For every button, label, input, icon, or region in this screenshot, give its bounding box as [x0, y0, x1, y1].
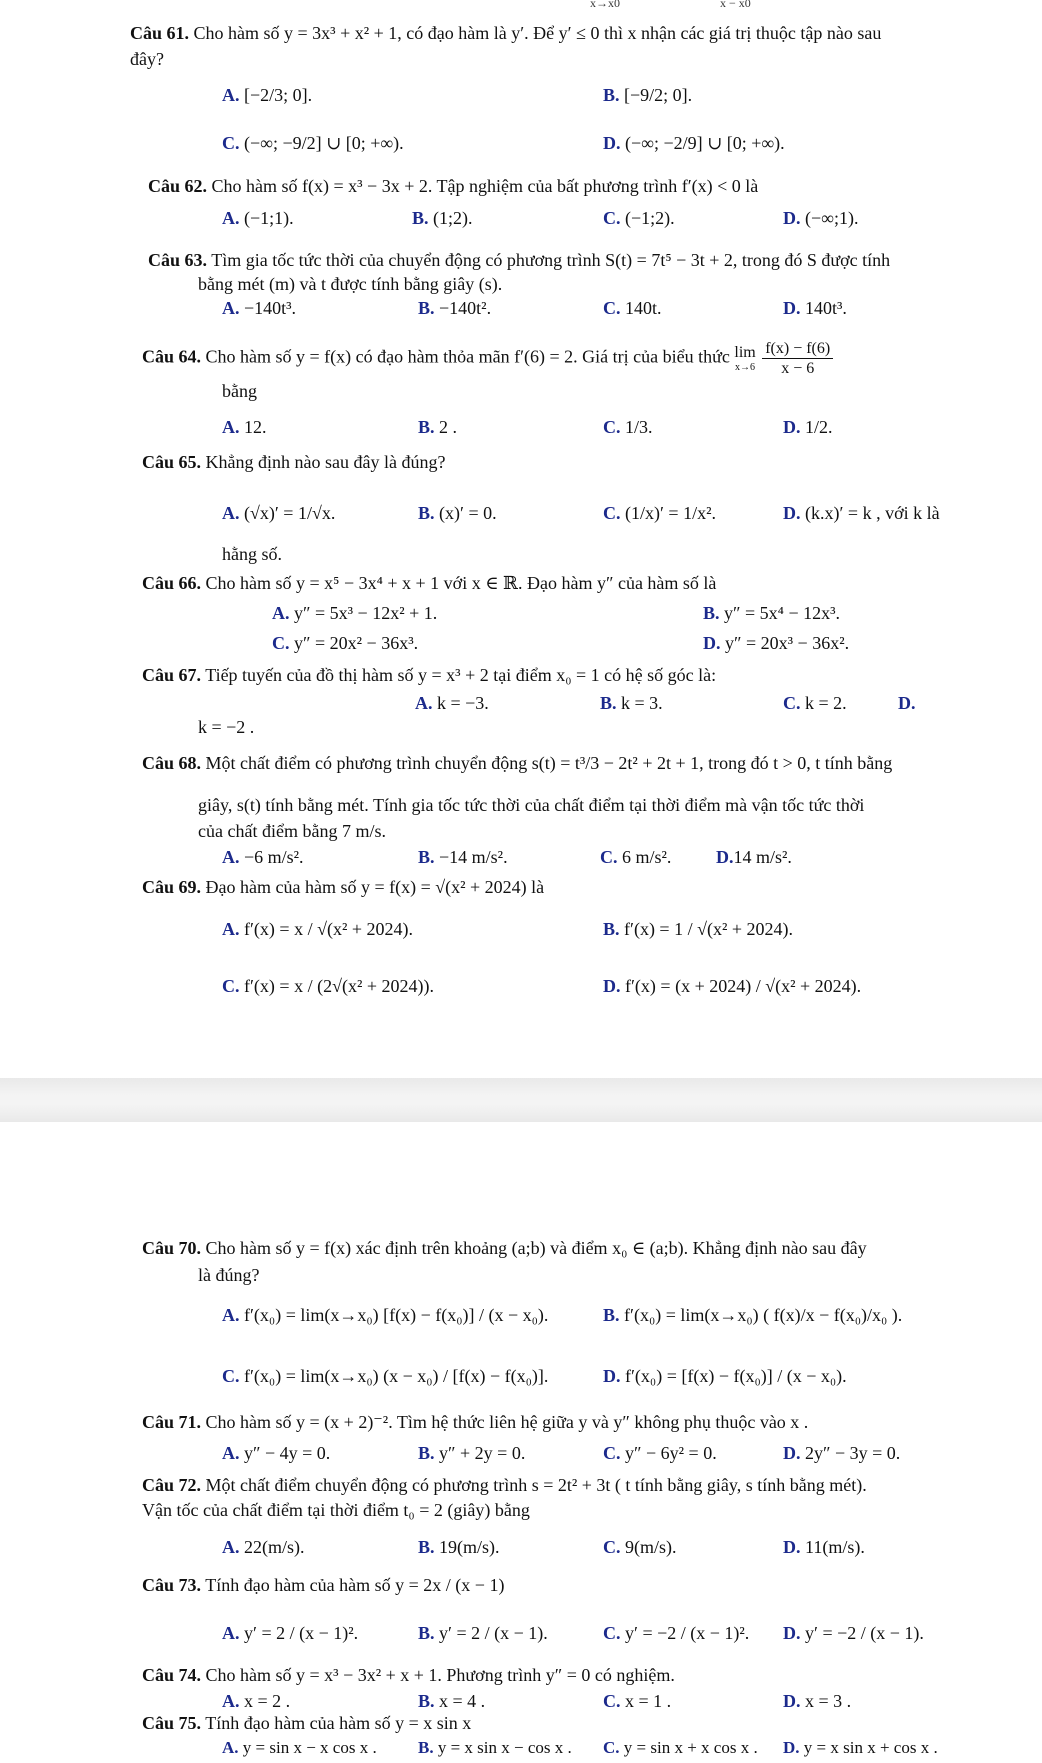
option-68-d[interactable]: D.14 m/s². [716, 847, 792, 867]
option-65-c[interactable]: C. (1/x)′ = 1/x². [603, 503, 716, 523]
option-62-b[interactable]: B. (1;2). [412, 208, 473, 228]
option-69-a[interactable]: A. f′(x) = x / √(x² + 2024). [222, 919, 413, 939]
option-71-d[interactable]: D. 2y″ − 3y = 0. [783, 1443, 901, 1463]
question-68-cont2: của chất điểm bằng 7 m/s. [198, 821, 386, 841]
option-70-a[interactable]: A. f′(x₀) = lim(x→x₀) [f(x) − f(x₀)] / (x − x₀). [222, 1305, 549, 1325]
option-63-a[interactable]: A. −140t³. [222, 298, 297, 318]
question-72-cont: Vận tốc của chất điểm tại thời điểm t₀ = 2 (giây) bằng [142, 1500, 530, 1520]
question-70: Câu 70. Cho hàm số y = f(x) xác định trên khoảng (a;b) và điểm x₀ ∈ (a;b). Khẳng định nào sau đây [142, 1238, 867, 1258]
option-73-a[interactable]: A. y′ = 2 / (x − 1)². [222, 1623, 359, 1643]
question-63-cont: bằng mét (m) và t được tính bằng giây (s). [198, 274, 503, 294]
question-73: Câu 73. Tính đạo hàm của hàm số y = 2x / (x − 1) [142, 1575, 505, 1595]
question-69: Câu 69. Đạo hàm của hàm số y = f(x) = √(x² + 2024) là [142, 877, 545, 897]
limit-expression: lim x→6 [734, 344, 756, 373]
option-64-c[interactable]: C. 1/3. [603, 417, 653, 437]
option-70-d[interactable]: D. f′(x₀) = [f(x) − f(x₀)] / (x − x₀). [603, 1366, 847, 1386]
option-66-c[interactable]: C. y″ = 20x² − 36x³. [272, 633, 419, 653]
option-75-b[interactable]: B. y = x sin x − cos x . [418, 1738, 572, 1757]
question-65-cont: hằng số. [222, 544, 282, 564]
question-70-cont: là đúng? [198, 1265, 260, 1285]
option-74-b[interactable]: B. x = 4 . [418, 1691, 486, 1711]
option-72-d[interactable]: D. 11(m/s). [783, 1537, 865, 1557]
option-63-b[interactable]: B. −140t². [418, 298, 492, 318]
question-63: Câu 63. Tìm gia tốc tức thời của chuyển động có phương trình S(t) = 7t⁵ − 3t + 2, trong đó S được tính [148, 250, 891, 270]
question-67: Câu 67. Tiếp tuyến của đồ thị hàm số y = x³ + 2 tại điểm x₀ = 1 có hệ số góc là: [142, 665, 717, 685]
question-64-cont: bằng [222, 381, 257, 401]
option-66-d[interactable]: D. y″ = 20x³ − 36x². [703, 633, 850, 653]
option-69-b[interactable]: B. f′(x) = 1 / √(x² + 2024). [603, 919, 794, 939]
option-61-c[interactable]: C. (−∞; −9/2] ∪ [0; +∞). [222, 133, 404, 153]
option-73-d[interactable]: D. y′ = −2 / (x − 1). [783, 1623, 924, 1643]
option-62-d[interactable]: D. (−∞;1). [783, 208, 859, 228]
option-65-d[interactable]: D. (k.x)′ = k , với k là [783, 503, 940, 523]
option-63-c[interactable]: C. 140t. [603, 298, 662, 318]
question-61-cont: đây? [130, 49, 164, 69]
question-66: Câu 66. Cho hàm số y = x⁵ − 3x⁴ + x + 1 với x ∈ ℝ. Đạo hàm y″ của hàm số là [142, 573, 717, 593]
limit-fraction: $\frac{f(x) - f(6)}{x - 6}$ [762, 339, 833, 378]
question-61: Câu 61. Cho hàm số y = 3x³ + x² + 1, có đạo hàm là y′. Để y′ ≤ 0 thì x nhận các giá trị thuộc tập nào sau [130, 23, 882, 43]
option-71-a[interactable]: A. y″ − 4y = 0. [222, 1443, 331, 1463]
header-fragment-expr: x − x0 [720, 0, 751, 10]
question-72: Câu 72. Một chất điểm chuyển động có phương trình s = 2t² + 3t ( t tính bằng giây, s tính bằng mét). [142, 1475, 867, 1495]
option-73-b[interactable]: B. y′ = 2 / (x − 1). [418, 1623, 548, 1643]
question-75: Câu 75. Tính đạo hàm của hàm số y = x sin x [142, 1713, 472, 1733]
option-67-a[interactable]: A. k = −3. [415, 693, 489, 713]
page-2 [0, 1122, 1042, 1763]
option-67-d[interactable]: D. [898, 693, 916, 713]
option-75-c[interactable]: C. y = sin x + x cos x . [603, 1738, 758, 1757]
option-63-d[interactable]: D. 140t³. [783, 298, 847, 318]
question-65: Câu 65. Khẳng định nào sau đây là đúng? [142, 452, 446, 472]
option-75-a[interactable]: A. y = sin x − x cos x . [222, 1738, 377, 1757]
option-61-a[interactable]: A. [−2/3; 0]. [222, 85, 313, 105]
option-74-d[interactable]: D. x = 3 . [783, 1691, 852, 1711]
option-68-c[interactable]: C. 6 m/s². [600, 847, 672, 867]
question-71: Câu 71. Cho hàm số y = (x + 2)⁻². Tìm hệ thức liên hệ giữa y và y″ không phụ thuộc vào x . [142, 1412, 809, 1432]
option-69-c[interactable]: C. f′(x) = x / (2√(x² + 2024)). [222, 976, 434, 996]
question-62: Câu 62. Cho hàm số f(x) = x³ − 3x + 2. Tập nghiệm của bất phương trình f′(x) < 0 là [148, 176, 759, 196]
option-74-c[interactable]: C. x = 1 . [603, 1691, 672, 1711]
question-67-cont: k = −2 . [198, 717, 255, 737]
page-separator [0, 1078, 1042, 1122]
option-67-b[interactable]: B. k = 3. [600, 693, 663, 713]
option-70-b[interactable]: B. f′(x₀) = lim(x→x₀) ( f(x)/x − f(x₀)/x₀ ). [603, 1305, 903, 1325]
header-fragment-lim: x→x0 [590, 0, 620, 10]
option-65-b[interactable]: B. (x)′ = 0. [418, 503, 497, 523]
option-68-a[interactable]: A. −6 m/s². [222, 847, 304, 867]
option-69-d[interactable]: D. f′(x) = (x + 2024) / √(x² + 2024). [603, 976, 862, 996]
option-65-a[interactable]: A. (√x)′ = 1/√x. [222, 503, 336, 523]
option-66-b[interactable]: B. y″ = 5x⁴ − 12x³. [703, 603, 840, 623]
option-61-b[interactable]: B. [−9/2; 0]. [603, 85, 693, 105]
option-72-c[interactable]: C. 9(m/s). [603, 1537, 677, 1557]
question-68-cont: giây, s(t) tính bằng mét. Tính gia tốc tức thời của chất điểm tại thời điểm mà vận tốc tức thời [198, 795, 865, 815]
question-64: Câu 64. Cho hàm số y = f(x) có đạo hàm thỏa mãn f′(6) = 2. Giá trị của biểu thức lim x→6 $\frac{f(x) - f(6)}{x - 6}$ [142, 339, 835, 378]
option-64-b[interactable]: B. 2 . [418, 417, 458, 437]
option-72-b[interactable]: B. 19(m/s). [418, 1537, 500, 1557]
option-73-c[interactable]: C. y′ = −2 / (x − 1)². [603, 1623, 750, 1643]
option-71-c[interactable]: C. y″ − 6y² = 0. [603, 1443, 717, 1463]
option-64-a[interactable]: A. 12. [222, 417, 267, 437]
question-74: Câu 74. Cho hàm số y = x³ − 3x² + x + 1. Phương trình y″ = 0 có nghiệm. [142, 1665, 675, 1685]
option-62-c[interactable]: C. (−1;2). [603, 208, 675, 228]
question-68: Câu 68. Một chất điểm có phương trình chuyển động s(t) = t³/3 − 2t² + 2t + 1, trong đó t > 0, t tính bằng [142, 753, 893, 773]
option-74-a[interactable]: A. x = 2 . [222, 1691, 291, 1711]
option-62-a[interactable]: A. (−1;1). [222, 208, 294, 228]
option-68-b[interactable]: B. −14 m/s². [418, 847, 508, 867]
option-64-d[interactable]: D. 1/2. [783, 417, 833, 437]
option-67-c[interactable]: C. k = 2. [783, 693, 847, 713]
option-71-b[interactable]: B. y″ + 2y = 0. [418, 1443, 526, 1463]
option-75-d[interactable]: D. y = x sin x + cos x . [783, 1738, 938, 1757]
option-72-a[interactable]: A. 22(m/s). [222, 1537, 305, 1557]
option-61-d[interactable]: D. (−∞; −2/9] ∪ [0; +∞). [603, 133, 785, 153]
option-70-c[interactable]: C. f′(x₀) = lim(x→x₀) (x − x₀) / [f(x) − f(x₀)]. [222, 1366, 549, 1386]
option-66-a[interactable]: A. y″ = 5x³ − 12x² + 1. [272, 603, 438, 623]
